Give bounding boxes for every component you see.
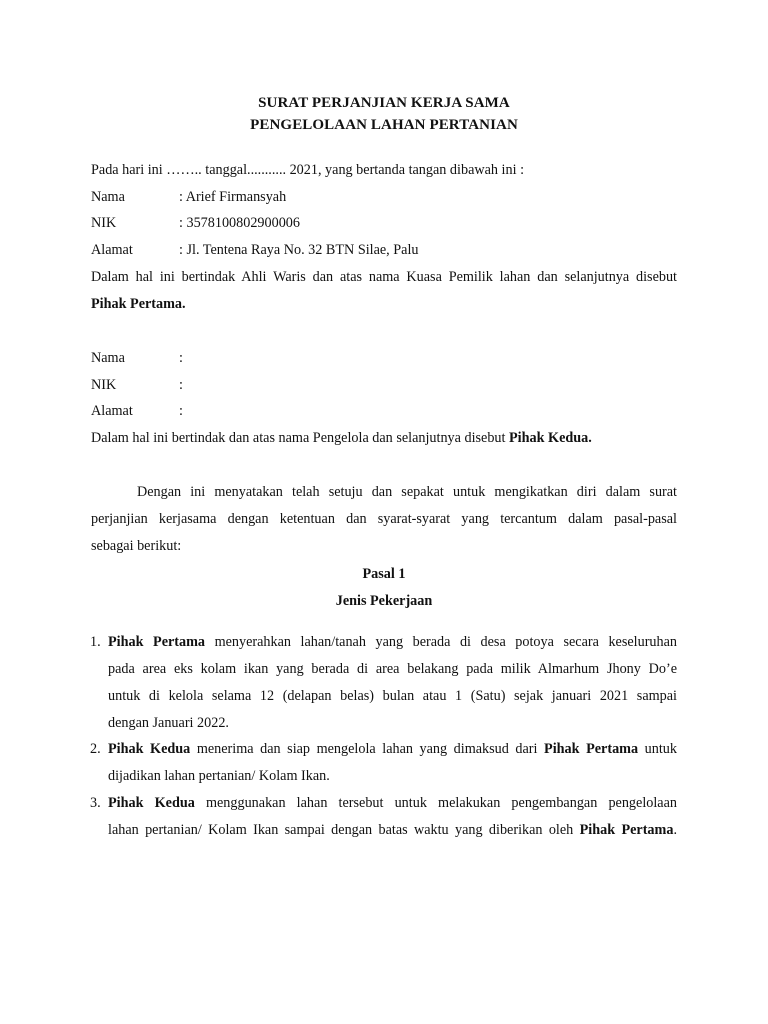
party1-address-value: : Jl. Tentena Raya No. 32 BTN Silae, Palu bbox=[179, 242, 419, 258]
party2-name-label: Nama bbox=[91, 350, 125, 366]
item-1-number: 1. bbox=[90, 634, 101, 650]
item-2-line-1-mid: menerima dan siap mengelola lahan yang dimaksud dari bbox=[190, 741, 545, 757]
article-1-heading: Pasal 1 bbox=[362, 566, 406, 582]
party1-name-label: Nama bbox=[91, 189, 125, 205]
item-3-bold-lead: Pihak Kedua bbox=[108, 795, 195, 811]
item-3-line-2-bold: Pihak Pertama bbox=[579, 822, 674, 838]
party2-role-line bbox=[91, 430, 592, 447]
item-2-bold-mid: Pihak Pertama bbox=[544, 741, 639, 757]
item-1-bold-lead: Pihak Pertama bbox=[108, 634, 206, 650]
item-3-line-1 bbox=[108, 795, 677, 812]
item-3-number: 3. bbox=[90, 795, 101, 811]
item-2-line-2: dijadikan lahan pertanian/ Kolam Ikan. bbox=[108, 768, 330, 784]
statement-line-3: sebagai berikut: bbox=[91, 538, 182, 554]
party2-role-name: Pihak Kedua. bbox=[509, 430, 592, 446]
party2-name-value: : bbox=[179, 350, 183, 366]
document-title-line-2: PENGELOLAAN LAHAN PERTANIAN bbox=[250, 117, 518, 133]
item-2-line-1 bbox=[108, 741, 677, 758]
item-1-line-3: untuk di kelola selama 12 (delapan belas) bulan atau 1 (Satu) sejak januari 2021 sampai bbox=[108, 688, 677, 704]
item-2-number: 2. bbox=[90, 741, 101, 757]
item-3-line-2 bbox=[108, 822, 677, 839]
item-2-line-1-end: untuk bbox=[638, 741, 677, 757]
item-3-line-2-text: lahan pertanian/ Kolam Ikan sampai dengan batas waktu yang diberikan oleh bbox=[108, 822, 580, 838]
party1-nik-value: : 3578100802900006 bbox=[179, 215, 300, 231]
party2-address-label: Alamat bbox=[91, 403, 133, 419]
item-1-line-1-text: menyerahkan lahan/tanah yang berada di desa potoya secara keseluruhan bbox=[205, 634, 677, 650]
party1-nik-label: NIK bbox=[91, 215, 117, 231]
document-title-line-1: SURAT PERJANJIAN KERJA SAMA bbox=[258, 95, 510, 111]
item-1-line-1 bbox=[108, 634, 677, 651]
party1-name-value: : Arief Firmansyah bbox=[179, 189, 287, 205]
party1-role-text: Dalam hal ini bertindak Ahli Waris dan atas nama Kuasa Pemilik lahan dan selanjutnya disebut bbox=[91, 269, 677, 285]
party1-role-name: Pihak Pertama. bbox=[91, 296, 186, 312]
item-3-line-2-end: . bbox=[673, 822, 677, 838]
article-1-subheading: Jenis Pekerjaan bbox=[335, 593, 433, 609]
item-3-line-1-text: menggunakan lahan tersebut untuk melakukan pengembangan pengelolaan bbox=[194, 795, 677, 811]
statement-line-1: Dengan ini menyatakan telah setuju dan sepakat untuk mengikatkan diri dalam surat bbox=[137, 484, 677, 500]
item-1-line-2: pada area eks kolam ikan yang berada di area belakang pada milik Almarhum Jhony Do’e bbox=[108, 661, 677, 677]
intro-text: Pada hari ini …….. tanggal........... 2021, yang bertanda tangan dibawah ini : bbox=[91, 162, 525, 178]
party1-address-label: Alamat bbox=[91, 242, 133, 258]
party2-nik-value: : bbox=[179, 377, 183, 393]
item-1-line-4: dengan Januari 2022. bbox=[108, 715, 229, 731]
party2-nik-label: NIK bbox=[91, 377, 117, 393]
party2-address-value: : bbox=[179, 403, 183, 419]
party2-role-text: Dalam hal ini bertindak dan atas nama Pengelola dan selanjutnya disebut bbox=[91, 430, 510, 446]
statement-line-2: perjanjian kerjasama dengan ketentuan dan syarat-syarat yang tercantum dalam pasal-pasal bbox=[91, 511, 677, 527]
item-2-bold-lead: Pihak Kedua bbox=[108, 741, 191, 757]
